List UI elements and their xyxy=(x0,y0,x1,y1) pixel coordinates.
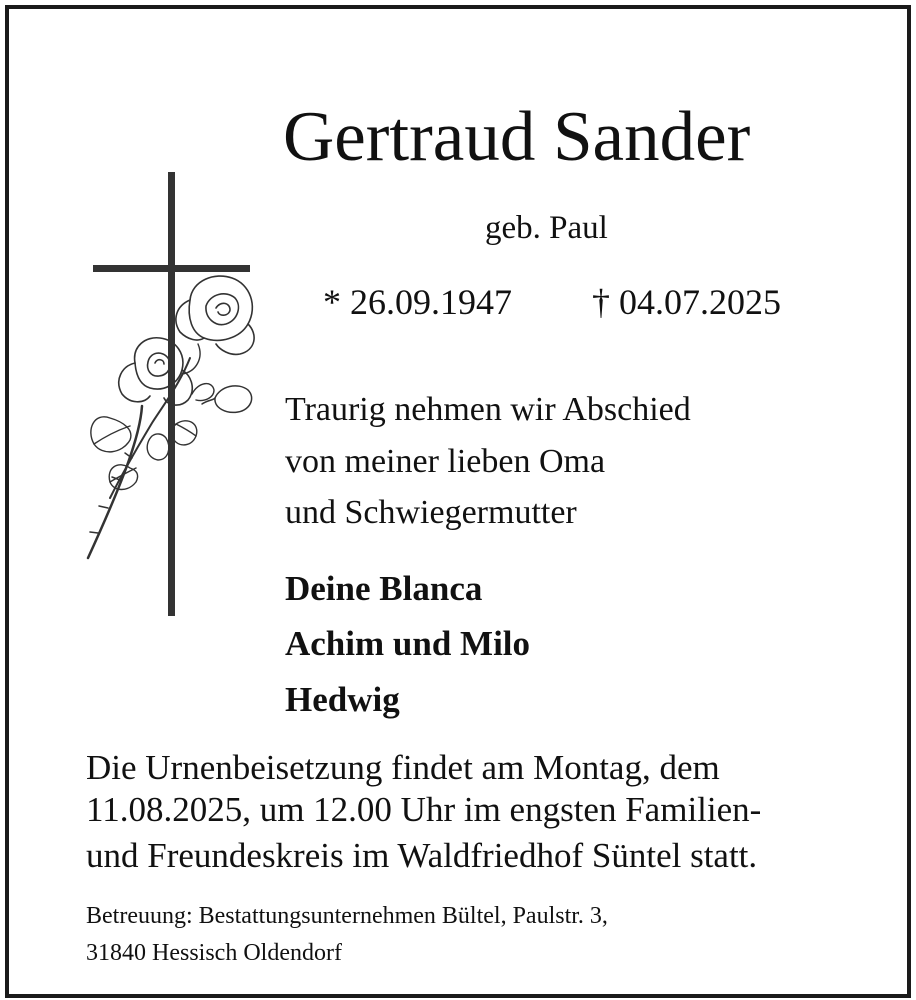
mourning-line: von meiner lieben Oma xyxy=(285,443,606,480)
funeral-home-line: 31840 Hessisch Oldendorf xyxy=(86,940,342,966)
signatory: Achim und Milo xyxy=(285,624,531,663)
death-date: † 04.07.2025 xyxy=(592,282,781,322)
deceased-name: Gertraud Sander xyxy=(283,98,751,176)
funeral-notice-line: 11.08.2025, um 12.00 Uhr im engsten Familien- xyxy=(86,790,762,829)
mourning-line: Traurig nehmen wir Abschied xyxy=(285,391,691,428)
signatory: Hedwig xyxy=(285,680,400,719)
mourning-line: und Schwiegermutter xyxy=(285,494,577,531)
birth-date: * 26.09.1947 xyxy=(323,282,512,322)
birth-name: geb. Paul xyxy=(485,210,608,246)
signatory: Deine Blanca xyxy=(285,569,483,608)
funeral-home-line: Betreuung: Bestattungsunternehmen Bültel, Paulstr. 3, xyxy=(86,903,608,929)
cross-with-roses-icon xyxy=(80,168,270,623)
funeral-notice-line: und Freundeskreis im Waldfriedhof Süntel statt. xyxy=(86,836,758,875)
funeral-notice-line: Die Urnenbeisetzung findet am Montag, dem xyxy=(86,748,720,787)
